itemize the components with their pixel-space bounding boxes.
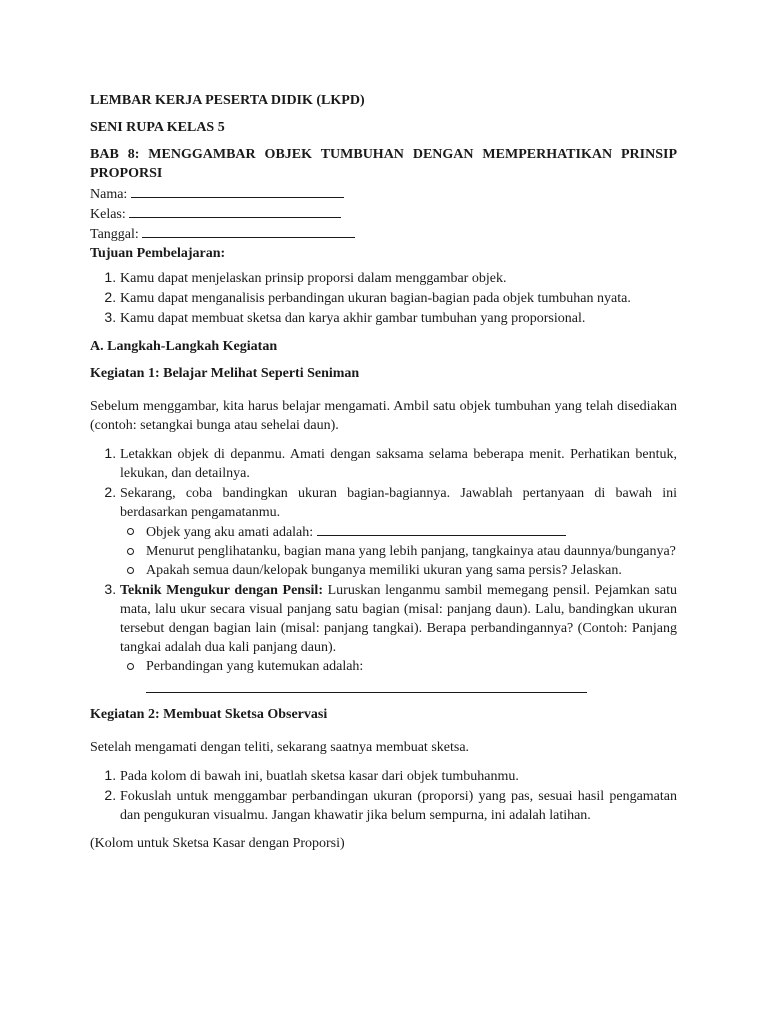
activity1-intro: Sebelum menggambar, kita harus belajar mengamati. Ambil satu objek tumbuhan yang telah disediakan (contoh: setangkai bunga atau sehelai daun). bbox=[90, 399, 677, 433]
activity1-heading: Kegiatan 1: Belajar Melihat Seperti Seniman bbox=[90, 366, 360, 381]
objective-item: 3. Kamu dapat membuat sketsa dan karya akhir gambar tumbuhan yang proporsional. bbox=[120, 308, 677, 328]
step-text: Sekarang, coba bandingkan ukuran bagian-bagiannya. Jawablah pertanyaan di bawah ini berdasarkan pengamatanmu. bbox=[120, 486, 677, 520]
question-text: Apakah semua daun/kelopak bunganya memiliki ukuran yang sama persis? Jelaskan. bbox=[146, 563, 622, 578]
activity1-step3-questions bbox=[120, 657, 677, 693]
activity1-step-2 bbox=[120, 483, 677, 580]
section-a-heading: A. Langkah-Langkah Kegiatan bbox=[90, 339, 278, 354]
objectives-heading: Tujuan Pembelajaran: bbox=[90, 246, 226, 261]
activity1-step-3 bbox=[120, 580, 677, 693]
activity2-step-1: 1. Pada kolom di bawah ini, buatlah sketsa kasar dari objek tumbuhanmu. bbox=[120, 766, 677, 786]
class-label: Kelas: bbox=[90, 207, 126, 222]
activity1-step-1 bbox=[120, 444, 677, 483]
name-row bbox=[90, 184, 677, 204]
activity2-steps bbox=[90, 766, 677, 825]
date-blank[interactable] bbox=[142, 224, 355, 238]
question-longer-part bbox=[146, 542, 677, 561]
question-object-observed bbox=[146, 522, 677, 542]
step-text: Letakkan objek di depanmu. Amati dengan saksama selama beberapa menit. Perhatikan bentuk, lekukan, dan detailnya. bbox=[120, 447, 677, 481]
question-ratio-found bbox=[146, 657, 677, 693]
step3-bold-label: Teknik Mengukur dengan Pensil: bbox=[120, 583, 323, 598]
question-same-size bbox=[146, 561, 677, 580]
activity2-heading: Kegiatan 2: Membuat Sketsa Observasi bbox=[90, 707, 328, 722]
question-text: Menurut penglihatanku, bagian mana yang lebih panjang, tangkainya atau daunnya/bunganya? bbox=[146, 544, 676, 559]
name-label: Nama: bbox=[90, 187, 128, 202]
class-row bbox=[90, 204, 677, 224]
date-row bbox=[90, 224, 677, 244]
subject-title: SENI RUPA KELAS 5 bbox=[90, 120, 225, 135]
question-text: Objek yang aku amati adalah: bbox=[146, 525, 314, 540]
objective-item: 2. Kamu dapat menganalisis perbandingan ukuran bagian-bagian pada objek tumbuhan nyata. bbox=[120, 288, 677, 308]
question-text: Perbandingan yang kutemukan adalah: bbox=[146, 659, 364, 674]
sketch-caption: (Kolom untuk Sketsa Kasar dengan Proporsi) bbox=[90, 836, 345, 851]
chapter-title: BAB 8: MENGGAMBAR OBJEK TUMBUHAN DENGAN MEMPERHATIKAN PRINSIP PROPORSI bbox=[90, 147, 677, 181]
activity2-intro: Setelah mengamati dengan teliti, sekarang saatnya membuat sketsa. bbox=[90, 740, 470, 755]
activity2-step-2: 2. Fokuslah untuk menggambar perbandingan ukuran (proporsi) yang pas, sesuai hasil pengamatan dan pengukuran visualmu. Jangan khawatir jika belum sempurna, ini adalah latihan. bbox=[120, 786, 677, 825]
name-blank[interactable] bbox=[131, 184, 344, 198]
worksheet-title: LEMBAR KERJA PESERTA DIDIK (LKPD) bbox=[90, 93, 365, 108]
objective-item: 1. Kamu dapat menjelaskan prinsip proporsi dalam menggambar objek. bbox=[120, 268, 677, 288]
worksheet-content bbox=[90, 91, 677, 853]
objectives-list bbox=[90, 268, 677, 328]
step-text: Luruskan lenganmu sambil memegang pensil. Pejamkan satu mata, lalu ukur secara visual panjang satu bagian (misal: panjang daun). Lalu, bandingkan ukuran tersebut dengan bagian lain (misal: panjang tangkai). Berapa perbandingannya? (Contoh: Panjang tangkai adalah dua kali panjang daun). bbox=[120, 583, 677, 655]
answer-blank[interactable] bbox=[317, 522, 566, 536]
class-blank[interactable] bbox=[129, 204, 341, 218]
activity1-steps bbox=[90, 444, 677, 693]
identity-block bbox=[90, 184, 677, 244]
activity1-questions bbox=[120, 522, 677, 580]
answer-blank[interactable] bbox=[146, 676, 587, 693]
date-label: Tanggal: bbox=[90, 227, 139, 242]
